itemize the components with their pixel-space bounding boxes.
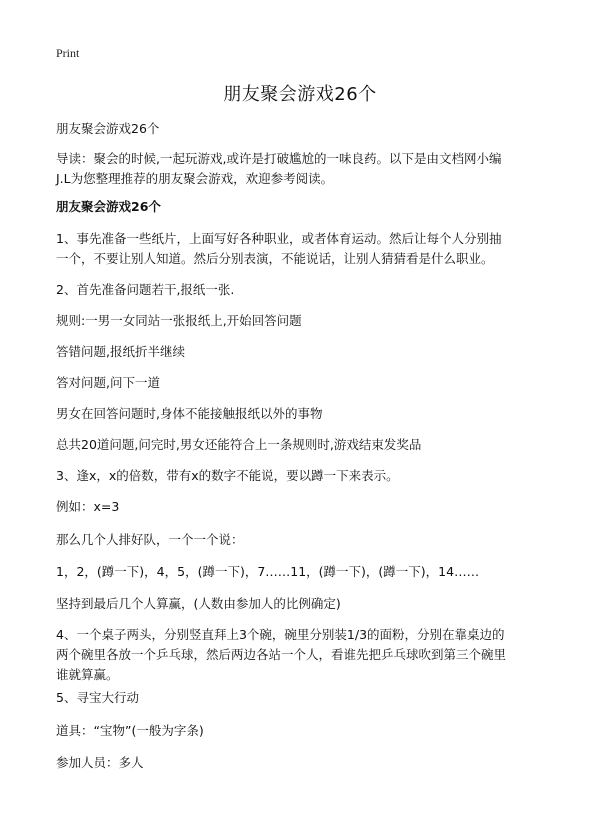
game-2-rule-4: 男女在回答问题时,身体不能接触报纸以外的事物 — [56, 406, 323, 421]
game-2-title: 2、首先准备问题若干,报纸一张. — [56, 282, 235, 297]
game-1-line-1: 1、事先准备一些纸片，上面写好各种职业，或者体育运动。然后让每个人分别抽 — [56, 231, 502, 246]
game-1-line-2: 一个，不要让别人知道。然后分别表演，不能说话，让别人猜猜看是什么职业。 — [56, 251, 494, 266]
game-4-line-1: 4、一个桌子两头，分别竖直拜上3个碗，碗里分别装1/3的面粉，分别在靠桌边的 — [56, 627, 505, 642]
intro-line-1: 导读：聚会的时候,一起玩游戏,或许是打破尴尬的一味良药。以下是由文档网小编 — [56, 151, 502, 166]
game-4-line-3: 谁就算赢。 — [56, 667, 119, 682]
intro-line-2: J.L为您整理推荐的朋友聚会游戏，欢迎参考阅读。 — [56, 171, 334, 186]
game-5-title: 5、寻宝大行动 — [56, 690, 139, 705]
game-2-rule-3: 答对问题,问下一道 — [56, 375, 160, 390]
game-2-rule-2: 答错问题,报纸折半继续 — [56, 344, 185, 359]
game-3-line-2: 1，2，(蹲一下)，4，5，(蹲一下)，7……11，(蹲一下)，(蹲一下)，14…… — [56, 564, 480, 579]
subtitle: 朋友聚会游戏26个 — [56, 121, 160, 136]
page-title: 朋友聚会游戏26个 — [223, 84, 377, 105]
game-3-line-1: 那么几个人排好队，一个一个说： — [56, 532, 244, 547]
game-3-line-3: 坚持到最后几个人算赢，(人数由参加人的比例确定) — [56, 596, 341, 611]
game-2-rule-5: 总共20道问题,问完时,男女还能符合上一条规则时,游戏结束发奖品 — [56, 437, 422, 452]
intro-paragraph — [56, 149, 548, 189]
game-4-line-2: 两个碗里各放一个乒乓球，然后两边各站一个人，看谁先把乒乓球吹到第三个碗里 — [56, 647, 507, 662]
game-3-example: 例如：x=3 — [56, 499, 120, 514]
game-2-rule-1: 规则:一男一女同站一张报纸上,开始回答问题 — [56, 313, 302, 328]
game-3-title: 3、逢x，x的倍数，带有x的数字不能说，要以蹲一下来表示。 — [56, 468, 399, 483]
print-label[interactable]: Print — [56, 46, 80, 60]
section-heading: 朋友聚会游戏26个 — [56, 199, 161, 214]
game-1-paragraph — [56, 229, 548, 269]
game-5-people: 参加人员：多人 — [56, 755, 144, 770]
game-5-props: 道具：“宝物”(一般为字条) — [56, 723, 204, 738]
game-4-paragraph — [56, 625, 548, 685]
